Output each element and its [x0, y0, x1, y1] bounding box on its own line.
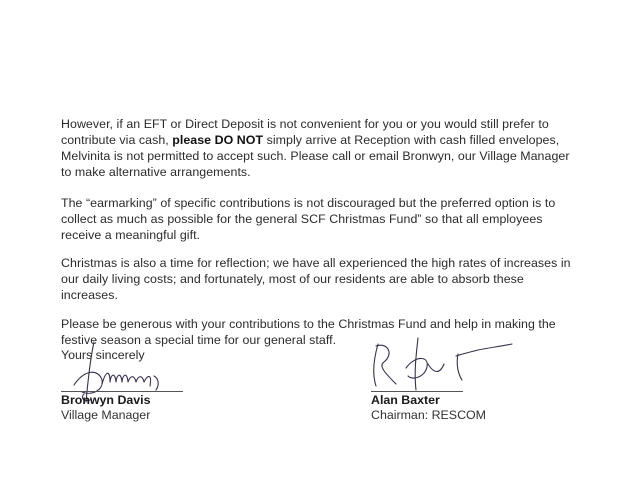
closing-salutation: Yours sincerely [61, 348, 145, 362]
signatory-right-title: Chairman: RESCOM [371, 408, 486, 422]
paragraph-earmarking: The “earmarking” of specific contributions is not discouraged but the preferred option is to collect as much as possible for the general SCF Christmas Fund” so that all employees receive a meaningful gift. [61, 196, 556, 242]
paragraph-cash-contributions [61, 116, 581, 180]
signature-line-left [61, 391, 183, 392]
signature-alan-baxter [362, 334, 522, 396]
p1-text-before: However, if an EFT or Direct Deposit is not convenient for you or you would still prefer to contribute via cash, [61, 117, 549, 147]
p1-text-after: simply arrive at Reception with cash filled envelopes, Melvinita is not permitted to accept such. Please call or email Bronwyn, our Village Manager to make alternative arrangements. [61, 133, 570, 179]
signatory-left-title: Village Manager [61, 408, 151, 422]
signatory-right-name: Alan Baxter [371, 393, 440, 407]
p1-bold-warning: please DO NOT [172, 133, 264, 147]
signatory-left-name: Bronwyn Davis [61, 393, 151, 407]
signature-line-right [371, 391, 463, 392]
paragraph-reflection: Christmas is also a time for reflection; we have all experienced the high rates of increases in our daily living costs; and fortunately, most of our residents are able to absorb these increases. [61, 256, 571, 302]
paragraph-appeal: Please be generous with your contributions to the Christmas Fund and help in making the festive season a special time for our general staff. [61, 317, 556, 347]
